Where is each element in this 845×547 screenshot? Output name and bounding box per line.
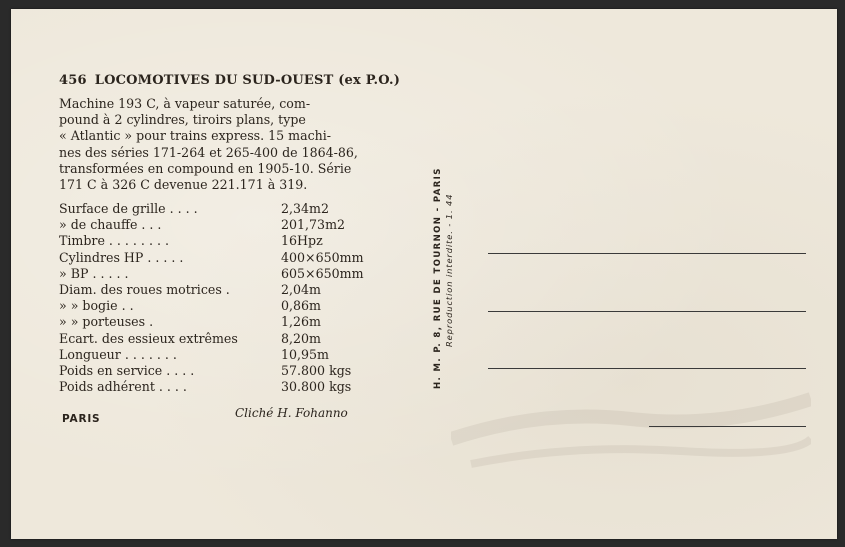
- description: [59, 96, 367, 193]
- spec-row: [59, 363, 379, 379]
- spec-value: 2,34m2: [281, 201, 329, 216]
- spec-value: 16Hpz: [281, 233, 323, 249]
- description-line: Machine 193 C, à vapeur saturée, com-: [59, 96, 311, 111]
- description-line: nes des séries 171-264 et 265-400 de 1864-86,: [59, 144, 358, 160]
- spec-value: 8,20m: [281, 330, 321, 346]
- spec-value: 0,86m: [281, 298, 321, 314]
- spec-label: » » porteuses .: [59, 314, 154, 330]
- spec-row: [59, 347, 379, 363]
- description-line: transformées en compound en 1905-10. Série: [59, 160, 352, 176]
- spec-row: [59, 250, 379, 266]
- spec-value: 30.800 kgs: [281, 379, 352, 395]
- photo-credit: Cliché H. Fohanno: [235, 406, 348, 420]
- spec-label: Poids en service . . . .: [59, 362, 195, 378]
- card-title-text: LOCOMOTIVES DU SUD-OUEST (ex P.O.): [94, 73, 401, 88]
- spec-row: [59, 314, 379, 330]
- postcard-back: [11, 9, 837, 539]
- spec-row: [59, 217, 379, 233]
- spec-label: Diam. des roues motrices .: [59, 281, 230, 297]
- description-line: pound à 2 cylindres, tiroirs plans, type: [59, 112, 306, 128]
- spec-value: 605×650mm: [281, 265, 364, 281]
- spec-value: 2,04m: [281, 281, 321, 297]
- spec-label: Poids adhérent . . . .: [59, 379, 187, 395]
- spec-label: » BP . . . . .: [59, 265, 129, 281]
- spec-value: 400×650mm: [281, 249, 364, 265]
- description-line: « Atlantic » pour trains express. 15 machi-: [59, 128, 332, 144]
- spec-value: 10,95m: [281, 346, 329, 362]
- address-line-2: [488, 311, 806, 312]
- spec-row: [59, 282, 379, 298]
- address-line-4: [649, 426, 806, 427]
- spec-label: Surface de grille . . . .: [59, 201, 198, 216]
- imprint-rights: Reproduction interdite. - 1. 44: [444, 193, 454, 347]
- spec-label: Longueur . . . . . . .: [59, 346, 177, 362]
- spec-label: » » bogie . .: [59, 298, 134, 314]
- spec-label: Cylindres HP . . . . .: [59, 249, 184, 265]
- faint-show-through: [451, 369, 811, 479]
- address-line-3: [488, 368, 806, 369]
- spec-row: [59, 266, 379, 282]
- description-line: 171 C à 326 C devenue 221.171 à 319.: [59, 177, 308, 193]
- spec-table: [59, 201, 379, 395]
- spec-row: [59, 233, 379, 249]
- spec-label: » de chauffe . . .: [59, 217, 162, 233]
- spec-label: Ecart. des essieux extrêmes: [59, 330, 238, 346]
- publisher-imprint: [433, 167, 455, 389]
- spec-row: [59, 298, 379, 314]
- card-title: [59, 73, 400, 88]
- spec-value: 201,73m2: [281, 217, 346, 233]
- card-number: 456: [59, 73, 87, 88]
- address-line-1: [488, 253, 806, 254]
- imprint-address: H. M. P. 8, RUE DE TOURNON - PARIS: [433, 167, 443, 389]
- spec-row: [59, 331, 379, 347]
- spec-label: Timbre . . . . . . . .: [59, 233, 169, 249]
- spec-value: 1,26m: [281, 314, 321, 330]
- spec-row: [59, 201, 379, 217]
- spec-row: [59, 379, 379, 395]
- spec-value: 57.800 kgs: [281, 362, 352, 378]
- publisher-city: PARIS: [62, 413, 101, 425]
